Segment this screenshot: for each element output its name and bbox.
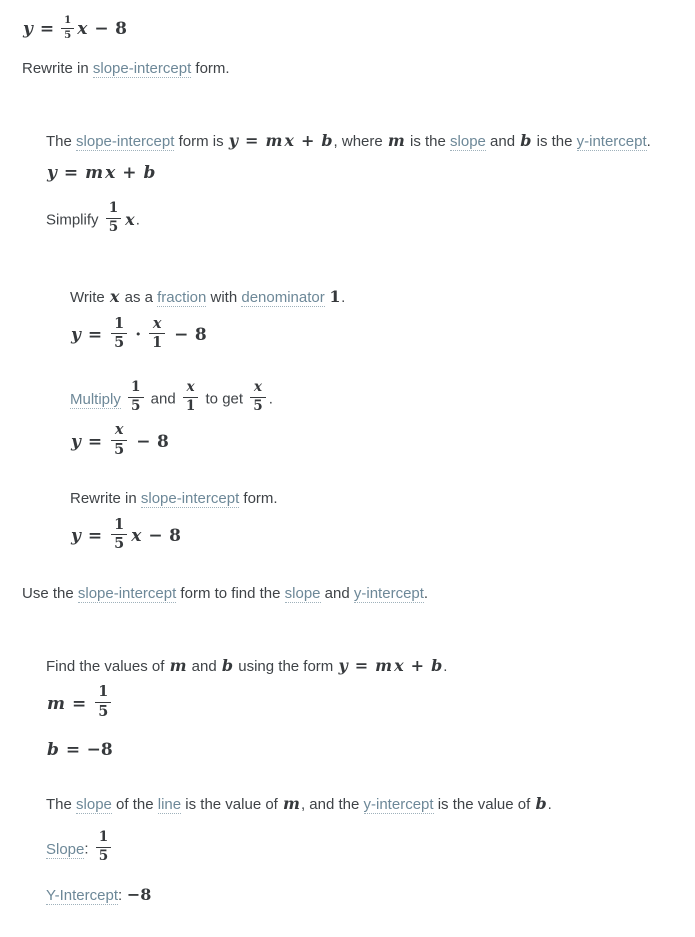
math-expression bbox=[228, 131, 334, 150]
text: Rewrite in bbox=[22, 60, 93, 78]
math-operator: = bbox=[354, 655, 369, 675]
math-variable: b bbox=[143, 163, 156, 184]
value-b bbox=[22, 738, 677, 764]
math-variable: y bbox=[71, 526, 81, 547]
math-number: 8 bbox=[115, 18, 127, 39]
numerator: x bbox=[152, 314, 162, 332]
instruction-find-slope-intercept bbox=[22, 583, 677, 606]
math-operator: = bbox=[65, 740, 81, 761]
text: to get bbox=[201, 390, 248, 408]
term-link[interactable]: Multiply bbox=[70, 390, 121, 408]
text: and bbox=[187, 657, 221, 675]
math-variable: m bbox=[85, 163, 104, 184]
math-expression bbox=[70, 515, 181, 553]
math-expression bbox=[221, 656, 234, 675]
substep-write-fraction bbox=[22, 285, 677, 310]
math-expression bbox=[103, 199, 136, 235]
math-variable: b bbox=[520, 130, 532, 150]
fraction bbox=[96, 830, 111, 864]
math-expression bbox=[22, 14, 127, 41]
equation-slope-intercept-result bbox=[22, 515, 677, 555]
math-operator: = bbox=[63, 163, 79, 184]
substep-rewrite bbox=[22, 488, 677, 511]
text: with bbox=[206, 289, 242, 307]
math-variable: y bbox=[71, 431, 81, 452]
step-simplify bbox=[22, 199, 677, 237]
fraction bbox=[111, 316, 127, 352]
math-expression bbox=[247, 378, 268, 414]
term-link[interactable]: slope-intercept bbox=[76, 132, 175, 150]
equation-general-form bbox=[22, 161, 677, 187]
text: form to find the bbox=[176, 585, 285, 603]
math-expression bbox=[126, 885, 152, 904]
term-link[interactable]: fraction bbox=[157, 289, 207, 307]
math-expression bbox=[387, 131, 406, 150]
denominator: 5 bbox=[128, 397, 143, 415]
text: and bbox=[485, 132, 520, 150]
explanation-values bbox=[22, 792, 677, 817]
math-operator: = bbox=[87, 325, 103, 346]
text: : bbox=[118, 886, 127, 904]
term-link[interactable]: denominator bbox=[241, 289, 325, 307]
text: form. bbox=[239, 490, 278, 508]
instruction-rewrite bbox=[22, 58, 677, 81]
math-variable: m bbox=[265, 130, 283, 150]
math-operator: − bbox=[94, 18, 109, 39]
denominator: 5 bbox=[111, 440, 127, 459]
text: and bbox=[320, 585, 354, 603]
fraction bbox=[111, 517, 127, 553]
text: . bbox=[646, 132, 651, 150]
math-variable: b bbox=[431, 655, 443, 675]
text: , and the bbox=[300, 795, 364, 813]
math-operator: − bbox=[136, 431, 151, 452]
math-operator: + bbox=[300, 130, 315, 150]
math-expression bbox=[125, 378, 146, 414]
fraction bbox=[106, 201, 121, 235]
text: The bbox=[46, 132, 77, 150]
math-variable: x bbox=[284, 130, 294, 150]
text: : bbox=[84, 840, 93, 858]
text: is the bbox=[532, 132, 577, 150]
numerator: x bbox=[253, 378, 262, 395]
text: is the value of bbox=[181, 795, 283, 813]
math-number: −8 bbox=[126, 884, 152, 904]
equation-fraction-product bbox=[22, 314, 677, 354]
denominator: 5 bbox=[96, 847, 111, 865]
math-variable: x bbox=[77, 18, 88, 39]
math-expression bbox=[169, 656, 188, 675]
math-expression bbox=[46, 683, 114, 720]
fraction bbox=[95, 684, 111, 720]
equation-x-over-5 bbox=[22, 421, 677, 460]
text: and bbox=[146, 390, 180, 408]
math-variable: b bbox=[321, 130, 333, 150]
math-expression bbox=[329, 287, 341, 306]
text: The bbox=[46, 795, 77, 813]
math-expression bbox=[534, 794, 547, 813]
math-number: 1 bbox=[329, 287, 341, 307]
term-link[interactable]: slope bbox=[284, 585, 321, 603]
math-expression bbox=[109, 287, 121, 306]
math-variable: x bbox=[109, 287, 120, 307]
term-link[interactable]: slope bbox=[76, 795, 112, 813]
math-variable: x bbox=[131, 526, 142, 547]
term-link[interactable]: line bbox=[157, 795, 182, 813]
math-operator: = bbox=[245, 130, 259, 150]
text: Rewrite in bbox=[70, 490, 141, 508]
math-operator: + bbox=[410, 655, 425, 675]
math-expression bbox=[70, 421, 169, 458]
math-variable: y bbox=[228, 130, 239, 150]
fraction bbox=[128, 380, 143, 414]
math-expression bbox=[93, 829, 114, 864]
step-find-values bbox=[22, 654, 677, 679]
term-link[interactable]: slope-intercept bbox=[77, 585, 177, 603]
term-link[interactable]: Y-Intercept bbox=[46, 886, 118, 904]
math-expression bbox=[46, 163, 156, 183]
math-operator: = bbox=[72, 693, 87, 714]
math-variable: m bbox=[375, 655, 393, 675]
definition-slope-intercept bbox=[22, 129, 677, 154]
fraction bbox=[149, 316, 165, 352]
math-variable: b bbox=[221, 655, 234, 675]
math-variable: m bbox=[169, 655, 187, 675]
term-link[interactable]: slope-intercept bbox=[92, 60, 192, 78]
math-expression bbox=[70, 314, 207, 352]
math-number: 8 bbox=[169, 526, 181, 547]
denominator: 5 bbox=[111, 534, 127, 553]
text: as a bbox=[120, 289, 158, 307]
text: form. bbox=[191, 60, 230, 78]
text: Find the values of bbox=[46, 657, 169, 675]
text: Use the bbox=[22, 585, 78, 603]
text: . bbox=[268, 390, 273, 408]
numerator: 1 bbox=[114, 515, 125, 533]
denominator: 5 bbox=[61, 28, 74, 42]
text: , where bbox=[333, 132, 387, 150]
math-operator: = bbox=[39, 18, 55, 39]
math-operator: = bbox=[87, 526, 103, 547]
math-variable: x bbox=[394, 655, 404, 675]
math-expression bbox=[180, 378, 201, 414]
math-operator: = bbox=[87, 431, 103, 452]
text: . bbox=[423, 585, 429, 603]
result-y-intercept bbox=[22, 883, 677, 908]
text: Write bbox=[70, 289, 109, 307]
math-expression bbox=[519, 131, 532, 150]
text: form is bbox=[174, 132, 228, 150]
term-link[interactable]: y-intercept bbox=[576, 132, 647, 150]
denominator: 1 bbox=[183, 397, 198, 415]
text: . bbox=[443, 657, 448, 675]
term-link[interactable]: slope-intercept bbox=[140, 490, 240, 508]
text: Simplify bbox=[46, 211, 103, 229]
math-operator: − bbox=[148, 526, 163, 547]
math-variable: x bbox=[125, 209, 135, 229]
math-expression bbox=[337, 656, 443, 675]
numerator: 1 bbox=[131, 378, 141, 395]
denominator: 5 bbox=[106, 218, 121, 236]
value-m bbox=[22, 683, 677, 722]
numerator: x bbox=[186, 378, 195, 395]
math-variable: y bbox=[47, 163, 57, 184]
text: . bbox=[135, 211, 140, 229]
text: . bbox=[341, 289, 346, 307]
math-variable: m bbox=[387, 130, 405, 150]
numerator: 1 bbox=[98, 683, 109, 701]
denominator: 1 bbox=[149, 333, 165, 352]
numerator: 1 bbox=[98, 829, 109, 846]
fraction bbox=[250, 380, 265, 414]
math-variable: m bbox=[47, 693, 65, 714]
term-link[interactable]: slope bbox=[450, 132, 486, 150]
math-variable: x bbox=[105, 163, 116, 184]
denominator: 5 bbox=[250, 397, 265, 415]
result-slope bbox=[22, 829, 677, 866]
math-variable: b bbox=[535, 793, 547, 813]
fraction bbox=[61, 15, 74, 41]
math-expression bbox=[282, 794, 301, 813]
numerator: 1 bbox=[114, 314, 125, 332]
term-link[interactable]: Slope bbox=[46, 840, 85, 858]
numerator: 1 bbox=[108, 199, 119, 216]
denominator: 5 bbox=[95, 702, 111, 721]
math-expression bbox=[46, 740, 113, 760]
denominator: 5 bbox=[111, 333, 127, 352]
math-number: 8 bbox=[156, 431, 169, 452]
text: . bbox=[547, 795, 552, 813]
math-operator: − bbox=[174, 325, 189, 346]
numerator: x bbox=[114, 421, 124, 439]
math-operator: · bbox=[135, 325, 142, 346]
fraction bbox=[111, 422, 127, 458]
math-variable: y bbox=[338, 655, 348, 675]
math-variable: y bbox=[23, 18, 33, 39]
text: using the form bbox=[234, 657, 338, 675]
text: is the bbox=[405, 132, 451, 150]
text: of the bbox=[111, 795, 158, 813]
math-variable: y bbox=[71, 325, 81, 346]
math-number: −8 bbox=[86, 740, 113, 761]
math-variable: m bbox=[283, 793, 300, 813]
substep-multiply bbox=[22, 378, 677, 416]
math-number: 8 bbox=[194, 325, 207, 346]
fraction bbox=[183, 380, 198, 414]
text: is the value of bbox=[433, 795, 535, 813]
numerator: 1 bbox=[64, 14, 72, 26]
term-link[interactable]: y-intercept bbox=[363, 795, 434, 813]
math-variable: b bbox=[47, 740, 59, 761]
math-operator: + bbox=[122, 163, 137, 184]
given-equation bbox=[22, 16, 677, 42]
term-link[interactable]: y-intercept bbox=[353, 585, 424, 603]
